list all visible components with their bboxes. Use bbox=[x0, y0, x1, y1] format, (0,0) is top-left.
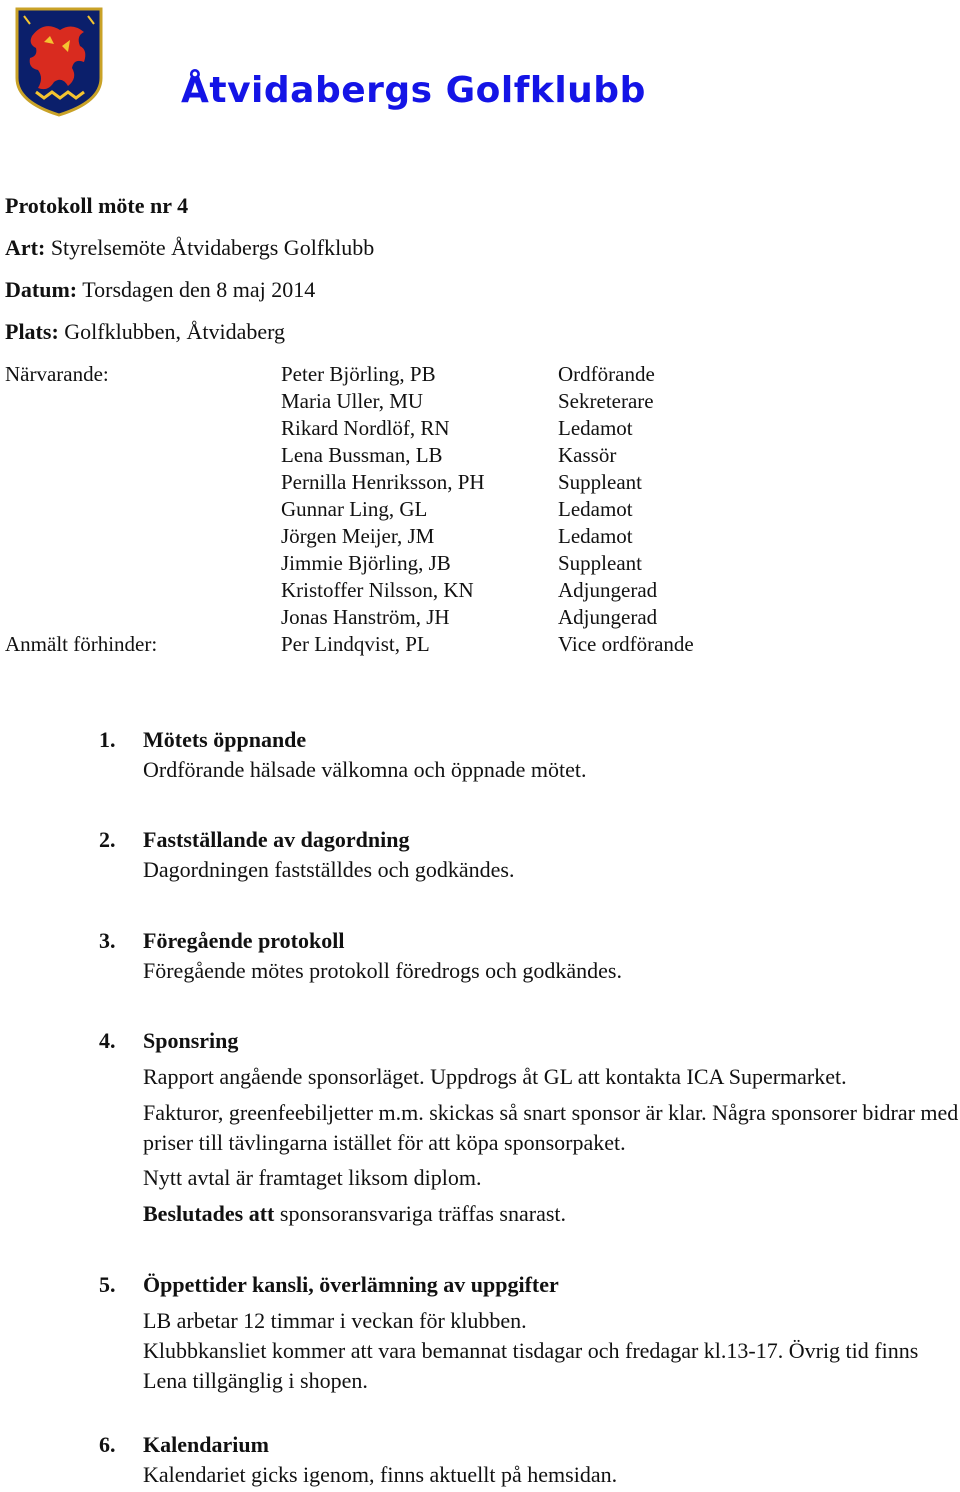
protocol-title: Protokoll möte nr 4 bbox=[5, 193, 189, 218]
item-text: Klubbkansliet kommer att vara bemannat tisdagar och fredagar kl.13-17. Övrig tid finns Lena tillgänglig i shopen. bbox=[143, 1338, 919, 1393]
member-name: Maria Uller, MU bbox=[281, 389, 424, 413]
member-role: Suppleant bbox=[558, 470, 642, 494]
attendance-row bbox=[0, 442, 960, 469]
item-number: 3. bbox=[99, 928, 116, 953]
club-crest-icon bbox=[14, 6, 104, 118]
member-name: Pernilla Henriksson, PH bbox=[281, 470, 485, 494]
member-role: Ledamot bbox=[558, 524, 633, 548]
member-role: Ordförande bbox=[558, 362, 655, 386]
art-value: Styrelsemöte Åtvidabergs Golfklubb bbox=[50, 235, 375, 260]
member-name: Lena Bussman, LB bbox=[281, 443, 443, 467]
member-name: Gunnar Ling, GL bbox=[281, 497, 428, 521]
member-role: Suppleant bbox=[558, 551, 642, 575]
attendance-row bbox=[0, 496, 960, 523]
absent-label: Anmält förhinder: bbox=[5, 632, 158, 656]
item-text: Kalendariet gicks igenom, finns aktuellt på hemsidan. bbox=[143, 1462, 618, 1487]
item-heading: Kalendarium bbox=[143, 1432, 269, 1457]
member-name: Rikard Nordlöf, RN bbox=[281, 416, 450, 440]
datum-label: Datum: bbox=[5, 277, 78, 302]
meeting-type bbox=[5, 234, 374, 262]
attendance-table bbox=[0, 361, 960, 658]
member-role: Adjungerad bbox=[558, 578, 658, 602]
member-name: Per Lindqvist, PL bbox=[281, 632, 430, 656]
item-heading: Fastställande av dagordning bbox=[143, 827, 410, 852]
page-title: Åtvidabergs Golfklubb bbox=[181, 70, 646, 111]
item-text: Fakturor, greenfeebiljetter m.m. skickas så snart sponsor är klar. Några sponsorer bidrar med priser till tävlingarna istället för att köpa sponsorpaket. bbox=[143, 1100, 959, 1155]
member-role: Vice ordförande bbox=[558, 632, 694, 656]
plats-value: Golfklubben, Åtvidaberg bbox=[64, 319, 286, 344]
member-role: Sekreterare bbox=[558, 389, 654, 413]
item-heading: Föregående protokoll bbox=[143, 928, 345, 953]
member-role: Ledamot bbox=[558, 416, 633, 440]
member-role: Ledamot bbox=[558, 497, 633, 521]
meeting-place bbox=[5, 318, 285, 346]
item-decision bbox=[143, 1199, 960, 1229]
attendance-row bbox=[0, 523, 960, 550]
item-text: Nytt avtal är framtaget liksom diplom. bbox=[143, 1165, 482, 1190]
attendance-row bbox=[0, 469, 960, 496]
attendance-row bbox=[0, 631, 960, 658]
attendance-row bbox=[0, 361, 960, 388]
attendance-row bbox=[0, 550, 960, 577]
member-role: Kassör bbox=[558, 443, 617, 467]
datum-value: Torsdagen den 8 maj 2014 bbox=[82, 277, 316, 302]
item-text: Dagordningen fastställdes och godkändes. bbox=[143, 857, 515, 882]
attendance-row bbox=[0, 577, 960, 604]
meeting-date bbox=[5, 276, 315, 304]
item-heading: Sponsring bbox=[143, 1028, 239, 1053]
member-name: Jimmie Björling, JB bbox=[281, 551, 451, 575]
item-text: Rapport angående sponsorläget. Uppdrogs åt GL att kontakta ICA Supermarket. bbox=[143, 1064, 847, 1089]
item-number: 5. bbox=[99, 1272, 116, 1297]
item-text: Föregående mötes protokoll föredrogs och godkändes. bbox=[143, 958, 622, 983]
art-label: Art: bbox=[5, 235, 46, 260]
present-label: Närvarande: bbox=[5, 362, 109, 386]
decision-label: Beslutades att bbox=[143, 1201, 275, 1226]
member-name: Kristoffer Nilsson, KN bbox=[281, 578, 474, 602]
member-name: Jonas Hanström, JH bbox=[281, 605, 450, 629]
member-name: Peter Björling, PB bbox=[281, 362, 436, 386]
member-name: Jörgen Meijer, JM bbox=[281, 524, 435, 548]
item-text: LB arbetar 12 timmar i veckan för klubben. bbox=[143, 1308, 527, 1333]
item-number: 1. bbox=[99, 727, 116, 752]
club-logo bbox=[14, 6, 104, 118]
item-number: 4. bbox=[99, 1028, 116, 1053]
plats-label: Plats: bbox=[5, 319, 59, 344]
item-number: 6. bbox=[99, 1432, 116, 1457]
member-role: Adjungerad bbox=[558, 605, 658, 629]
item-number: 2. bbox=[99, 827, 116, 852]
item-text: Ordförande hälsade välkomna och öppnade mötet. bbox=[143, 757, 587, 782]
attendance-row bbox=[0, 415, 960, 442]
item-heading: Öppettider kansli, överlämning av uppgifter bbox=[143, 1272, 559, 1297]
attendance-row bbox=[0, 604, 960, 631]
item-heading: Mötets öppnande bbox=[143, 727, 307, 752]
attendance-row bbox=[0, 388, 960, 415]
decision-text: sponsoransvariga träffas snarast. bbox=[279, 1201, 567, 1226]
